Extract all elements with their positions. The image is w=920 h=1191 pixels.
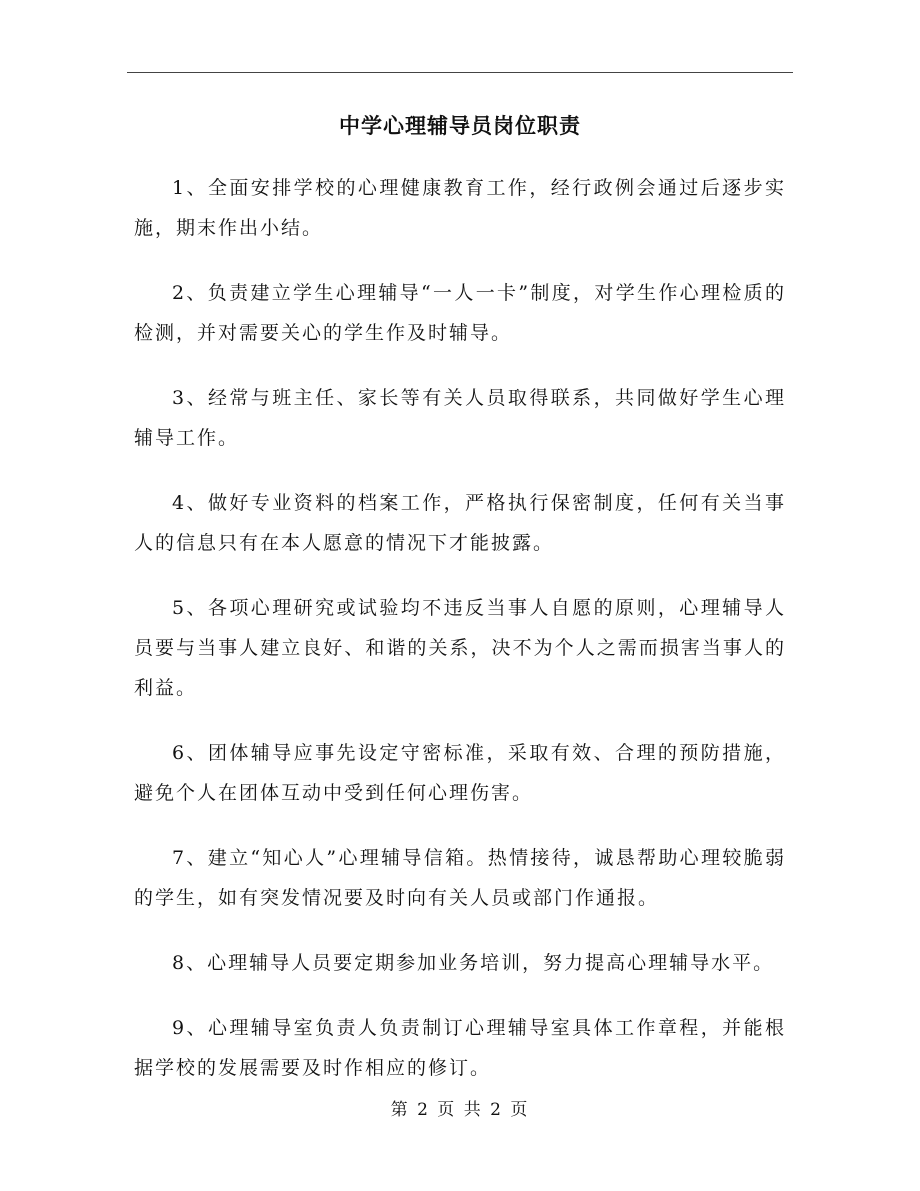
paragraph-9: 9、心理辅导室负责人负责制订心理辅导室具体工作章程，并能根据学校的发展需要及时作相应的修订。: [134, 1017, 786, 1079]
document-body: [134, 168, 786, 1113]
paragraph-3: 3、经常与班主任、家长等有关人员取得联系，共同做好学生心理辅导工作。: [134, 387, 786, 449]
paragraph-8: 8、心理辅导人员要定期参加业务培训，努力提高心理辅导水平。: [172, 952, 775, 974]
page-footer: 第 2 页 共 2 页: [390, 1100, 530, 1120]
header-rule: [127, 72, 793, 73]
paragraph-1: 1、全面安排学校的心理健康教育工作，经行政例会通过后逐步实施，期末作出小结。: [134, 177, 786, 239]
paragraph-4: 4、做好专业资料的档案工作，严格执行保密制度，任何有关当事人的信息只有在本人愿意的情况下才能披露。: [134, 492, 786, 554]
document-title: 中学心理辅导员岗位职责: [339, 114, 581, 138]
paragraph-2: 2、负责建立学生心理辅导“一人一卡”制度，对学生作心理检质的检测，并对需要关心的学生作及时辅导。: [134, 282, 786, 344]
paragraph-6: 6、团体辅导应事先设定守密标准，采取有效、合理的预防措施，避免个人在团体互动中受到任何心理伤害。: [134, 742, 786, 804]
paragraph-5: 5、各项心理研究或试验均不违反当事人自愿的原则，心理辅导人员要与当事人建立良好、和谐的关系，决不为个人之需而损害当事人的利益。: [134, 597, 786, 699]
paragraph-7: 7、建立“知心人”心理辅导信箱。热情接待，诚恳帮助心理较脆弱的学生，如有突发情况要及时向有关人员或部门作通报。: [134, 847, 786, 909]
